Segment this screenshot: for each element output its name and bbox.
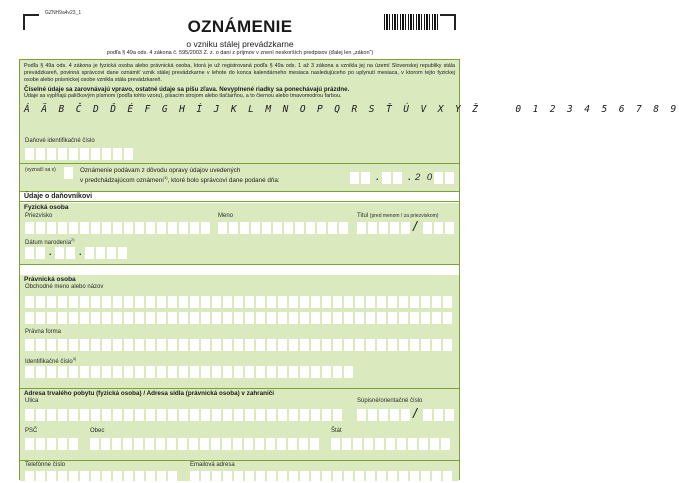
- date-separator: .: [376, 172, 379, 182]
- legal-basis: podľa § 49a ods. 4 zákona č. 595/2003 Z. z. o dani z príjmov v znení neskorších predpisov (ďalej len „zákon“): [106, 50, 374, 56]
- house-number-label: Súpisné/orientačné číslo: [357, 398, 423, 404]
- sample-letters: Á Ä B Č D Ď É F G H Í J K L M N O P Q R S Ť Ú V X Y Ž: [24, 104, 481, 115]
- phone-label: Telefónne číslo: [25, 462, 66, 468]
- email-field[interactable]: [190, 471, 456, 483]
- state-field[interactable]: [331, 438, 457, 450]
- surname-field[interactable]: [25, 222, 213, 234]
- business-name-line1[interactable]: [25, 296, 457, 308]
- business-name-line2[interactable]: [25, 312, 457, 324]
- street-label: Ulica: [25, 398, 39, 404]
- company-id-label-text: Identifikačné číslo: [25, 359, 73, 365]
- postcode-label: PSČ: [25, 428, 38, 434]
- correction-checkbox[interactable]: [64, 167, 73, 179]
- correction-day-field[interactable]: [350, 172, 374, 184]
- natural-person-section: [20, 213, 459, 265]
- title-before-field[interactable]: [357, 222, 412, 234]
- house-number-field[interactable]: [357, 409, 412, 421]
- address-section: [20, 398, 459, 461]
- state-label: Štát: [331, 428, 342, 434]
- correction-text-line1: Oznámenie podávam z dôvodu opravy údajov uvedených: [80, 167, 241, 174]
- birth-date-footnote: 2): [71, 237, 75, 242]
- taxpayer-heading: Údaje o daňovníkovi: [20, 192, 459, 202]
- instructions-paragraph: Podľa § 49a ods. 4 zákona je fyzická osoba alebo právnická osoba, ktorá je už registrovaná podľa § 49a ods. 1 až 3 zákona a vznikla jej na území Slovenskej republiky stála prevádzkareň, povinná správcovi dane oznámiť vznik stálej prevádzkarne v lehote do konca kalendárneho mesiaca nasledujúceho po uplynutí mesiaca, v ktorom tejto fyzickej osobe alebo právnickej osobe vznikla stála prevádzkareň.: [24, 63, 455, 83]
- birth-date-label: [25, 237, 75, 246]
- name-label: Meno: [218, 213, 234, 219]
- legal-form-field[interactable]: [25, 339, 457, 351]
- address-heading: Adresa trvalého pobytu (fyzická osoba) / Adresa sídla (právnická osoba) v zahraničí: [20, 389, 459, 399]
- sample-digits: 0 1 2 3 4 5 6 7 8 9: [515, 104, 679, 115]
- contact-section: [20, 461, 459, 481]
- title-separator: /: [413, 218, 417, 234]
- dic-section: [20, 135, 459, 164]
- correction-section: [20, 164, 459, 192]
- date-separator: .: [49, 247, 52, 257]
- handwriting-sample: [24, 104, 679, 115]
- city-field[interactable]: [90, 438, 326, 450]
- birth-date-label-text: Dátum narodenia: [25, 240, 72, 246]
- dic-label: Daňové identifikačné číslo: [25, 138, 95, 144]
- legal-person-section: [20, 284, 459, 389]
- email-label: Emailová adresa: [190, 462, 235, 468]
- year-prefix: 2 0: [415, 172, 435, 183]
- date-separator: .: [79, 247, 82, 257]
- postcode-field[interactable]: [25, 438, 80, 450]
- alignment-note: Číselné údaje sa zarovnávajú vpravo, ostatné údaje sa píšu zľava. Nevyplnené riadky sa ponechávajú prázdne.: [24, 86, 350, 93]
- birth-month-field[interactable]: [55, 247, 77, 259]
- legal-person-heading: Právnická osoba: [20, 275, 459, 285]
- title-label-text: Titul: [357, 213, 369, 219]
- correction-text-part2: , ktoré bolo správcovi dane podané dňa:: [167, 177, 280, 185]
- business-name-label: Obchodné meno alebo názov: [25, 284, 104, 290]
- phone-field[interactable]: [25, 471, 185, 483]
- dic-field[interactable]: [25, 148, 135, 160]
- form-body: [19, 59, 679, 480]
- birth-day-field[interactable]: [25, 247, 47, 259]
- date-separator: .: [408, 172, 411, 182]
- fill-note: Údaje sa vypĺňajú paličkovým písmom (podľa tohto vzoru), písacím strojom alebo tlačiarňou, a to čiernou alebo tmavomodrou farbou.: [24, 93, 342, 99]
- street-field[interactable]: [25, 409, 351, 421]
- company-id-field[interactable]: [25, 366, 355, 378]
- legal-form-label: Právna forma: [25, 329, 62, 335]
- number-separator: /: [413, 405, 417, 421]
- correction-year-field[interactable]: [434, 172, 456, 184]
- orientation-number-field[interactable]: [423, 409, 456, 421]
- correction-footnote-mark: 1): [164, 175, 168, 180]
- document-code: GZNH9a4v23_1: [45, 10, 82, 16]
- title-hint: (pred menom / za priezviskom): [369, 213, 439, 219]
- company-id-footnote: 3): [72, 356, 77, 361]
- form-title: OZNÁMENIE: [187, 17, 293, 36]
- correction-mark-hint: (vyznačí sa x): [25, 167, 56, 173]
- form-subtitle: o vzniku stálej prevádzkarne: [186, 39, 294, 49]
- surname-label: Priezvisko: [25, 213, 53, 219]
- natural-person-heading: Fyzická osoba: [20, 203, 459, 213]
- correction-text-line2: [80, 174, 280, 184]
- correction-month-field[interactable]: [382, 172, 406, 184]
- title-label: [357, 213, 438, 219]
- correction-text: [80, 167, 280, 184]
- birth-year-field[interactable]: [85, 247, 129, 259]
- company-id-label: [25, 356, 76, 365]
- correction-text-part1: v predchádzajúcom oznámení: [80, 177, 165, 185]
- title-after-field[interactable]: [423, 222, 456, 234]
- first-name-field[interactable]: [218, 222, 350, 234]
- city-label: Obec: [90, 428, 105, 434]
